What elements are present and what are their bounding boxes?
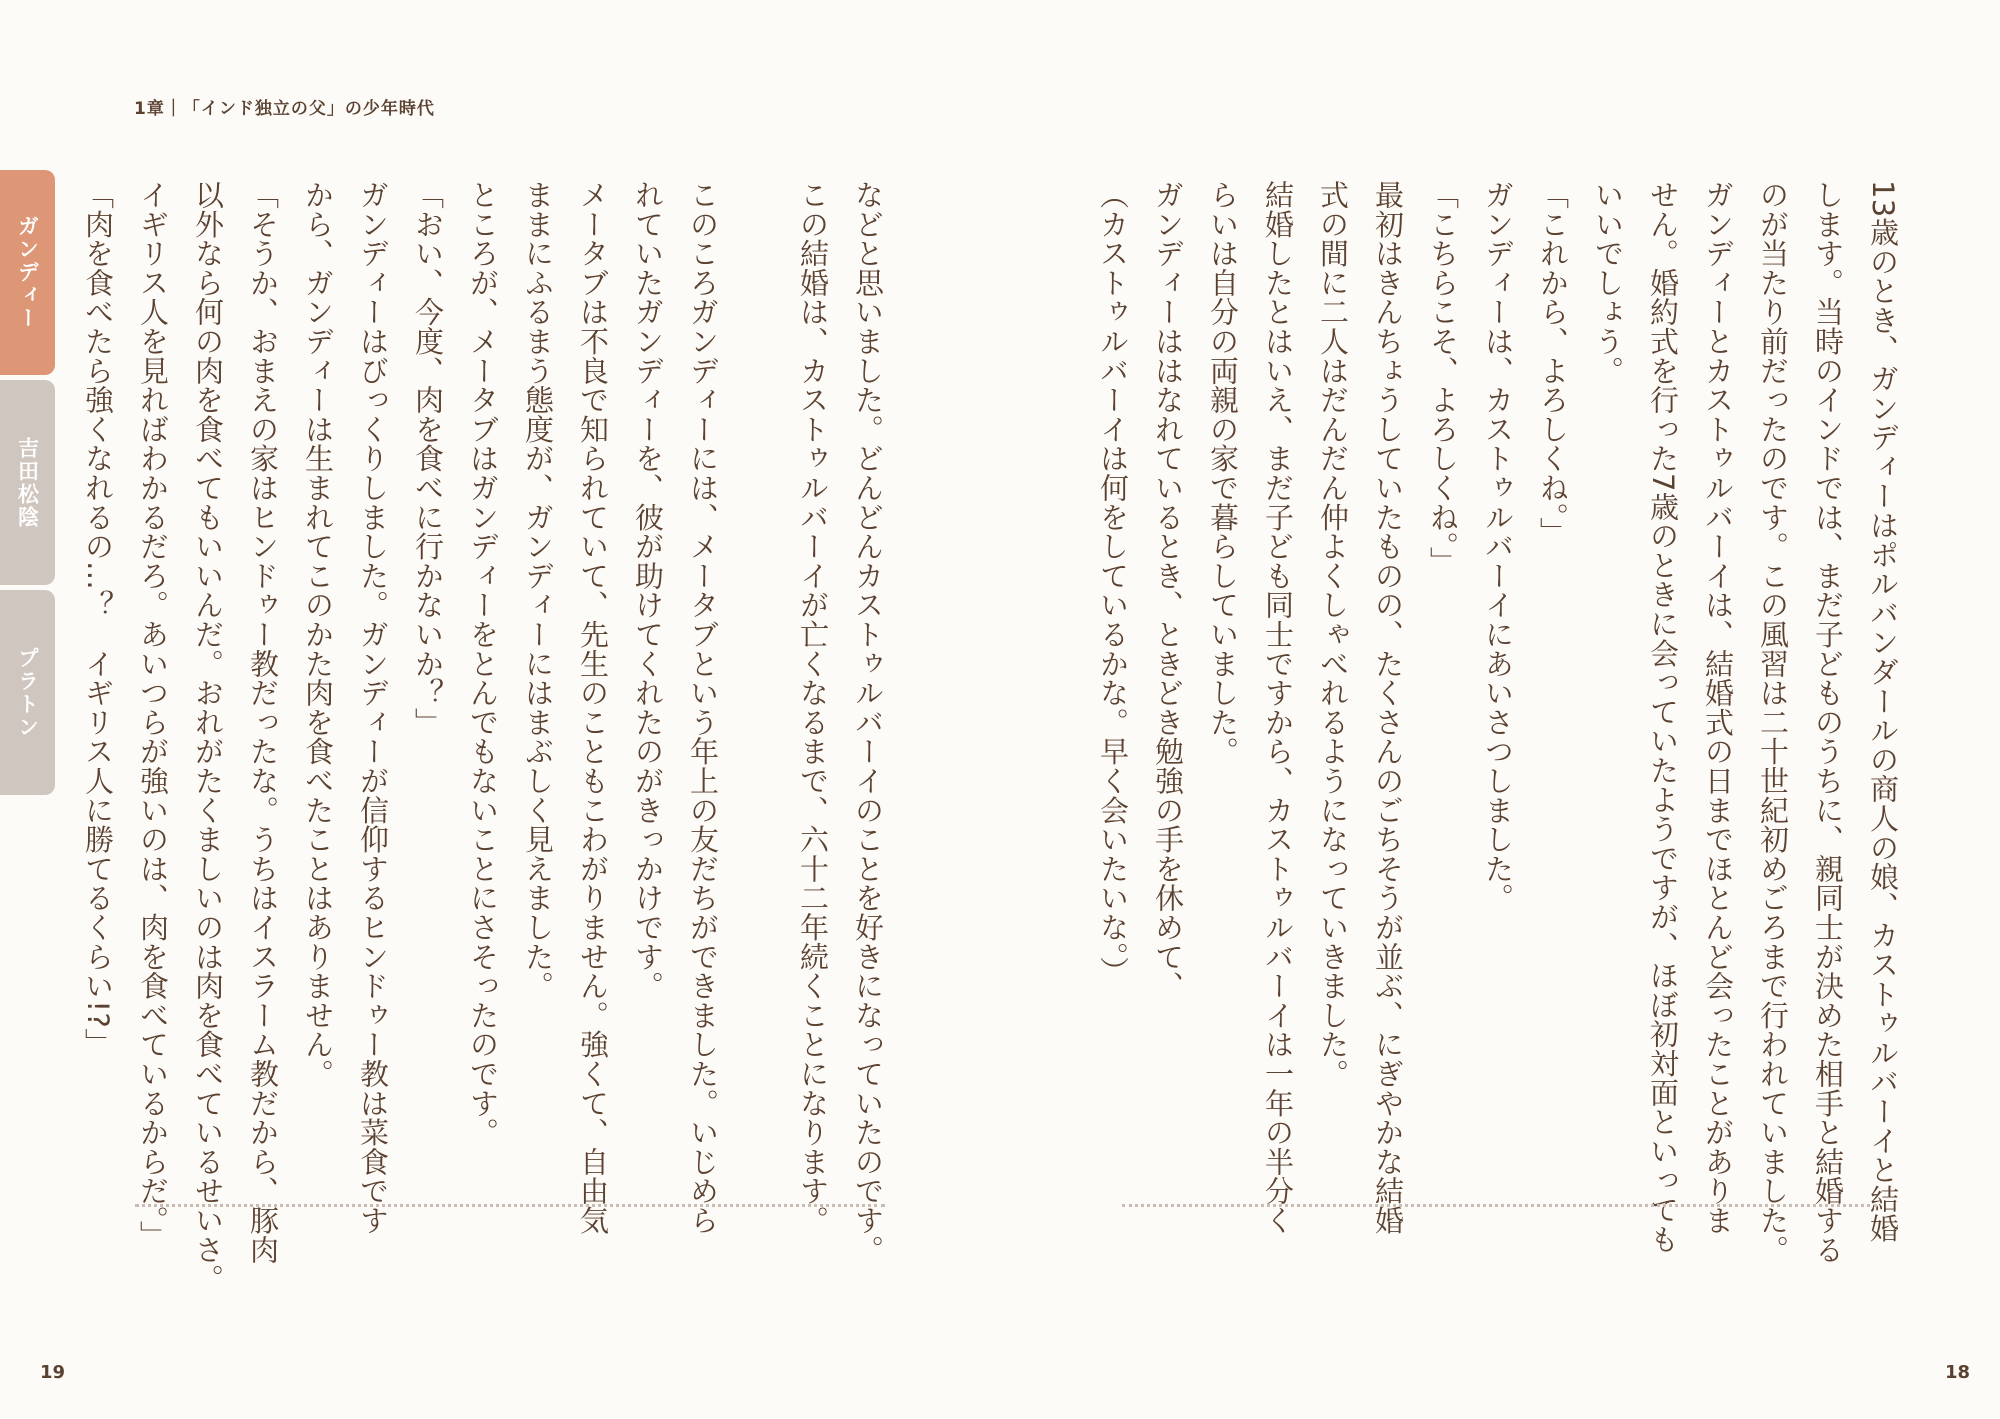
right-page-number: 18 bbox=[1945, 1362, 1971, 1383]
right-page-dotted-divider bbox=[1122, 1204, 1877, 1207]
tab-gandhi[interactable] bbox=[0, 170, 55, 375]
left-page-dotted-divider bbox=[135, 1204, 885, 1207]
chapter-header: 1章｜「インド独立の父」の少年時代 bbox=[134, 99, 435, 119]
left-page-text: などと思いました。どんどんカストゥルバーイのことを好きになっていたのです。 この結婚は、カストゥルバーイが亡くなるまで、六十二年続くことになります。 このころガンディーには、メータブという年上の友だちができました。いじめら れていたガンディーを、彼が助けてくれたのがきっかけです。 メータブは不良で知られていて、先生のこともこわがりません。強くて、自由気 ままにふるまう態度が、ガンディーにはまぶしく見えました。 ところが、メータブはガンディーをとんでもないことにさそったのです。 「おい、今度、肉を食べに行かないか？」 ガンディーはびっくりしました。ガンディーが信仰するヒンドゥー教は菜食です から、ガンディーは生まれてこのかた肉を食べたことはありません。 「そうか、おまえの家はヒンドゥー教だったな。うちはイスラーム教だから、豚肉 以外なら何の肉を食べてもいいんだ。おれがたくましいのは肉を食べているせいさ。 イギリス人を見ればわかるだろ。あいつらが強いのは、肉を食べているからだ。」 「肉を食べたら強くなれるの…？ イギリス人に勝てるくらい!?」 bbox=[81, 180, 885, 1294]
tab-label: プラトン bbox=[15, 646, 40, 739]
left-page-number: 19 bbox=[40, 1362, 66, 1383]
tab-yoshida-shoin[interactable] bbox=[0, 380, 55, 585]
tab-plato[interactable] bbox=[0, 590, 55, 795]
tab-label: ガンディー bbox=[15, 215, 40, 330]
right-page-text: 13歳のとき、ガンディーはポルバンダールの商人の娘、カストゥルバーイと結婚 します。当時のインドでは、まだ子どものうちに、親同士が決めた相手と結婚する のが当たり前だったのです。この風習は二十世紀初めごろまで行われていました。 ガンディーとカストゥルバーイは、結婚式の日までほとんど会ったことがありま せん。婚約式を行った7歳のときに会っていたようですが、ほぼ初対面といっても いいでしょう。 「これから、よろしくね。」 ガンディーは、カストゥルバーイにあいさつしました。 「こちらこそ、よろしくね。」 最初はきんちょうしていたものの、たくさんのごちそうが並ぶ、にぎやかな結婚 式の間に二人はだんだん仲よくしゃべれるようになっていきました。 結婚したとはいえ、まだ子ども同士ですから、カストゥルバーイは一年の半分く らいは自分の両親の家で暮らしていました。 ガンディーははなれているとき、ときどき勉強の手を休めて、 （カストゥルバーイは何をしているかな。早く会いたいな。） bbox=[1096, 180, 1900, 1265]
tab-label: 吉田松陰 bbox=[15, 436, 40, 529]
